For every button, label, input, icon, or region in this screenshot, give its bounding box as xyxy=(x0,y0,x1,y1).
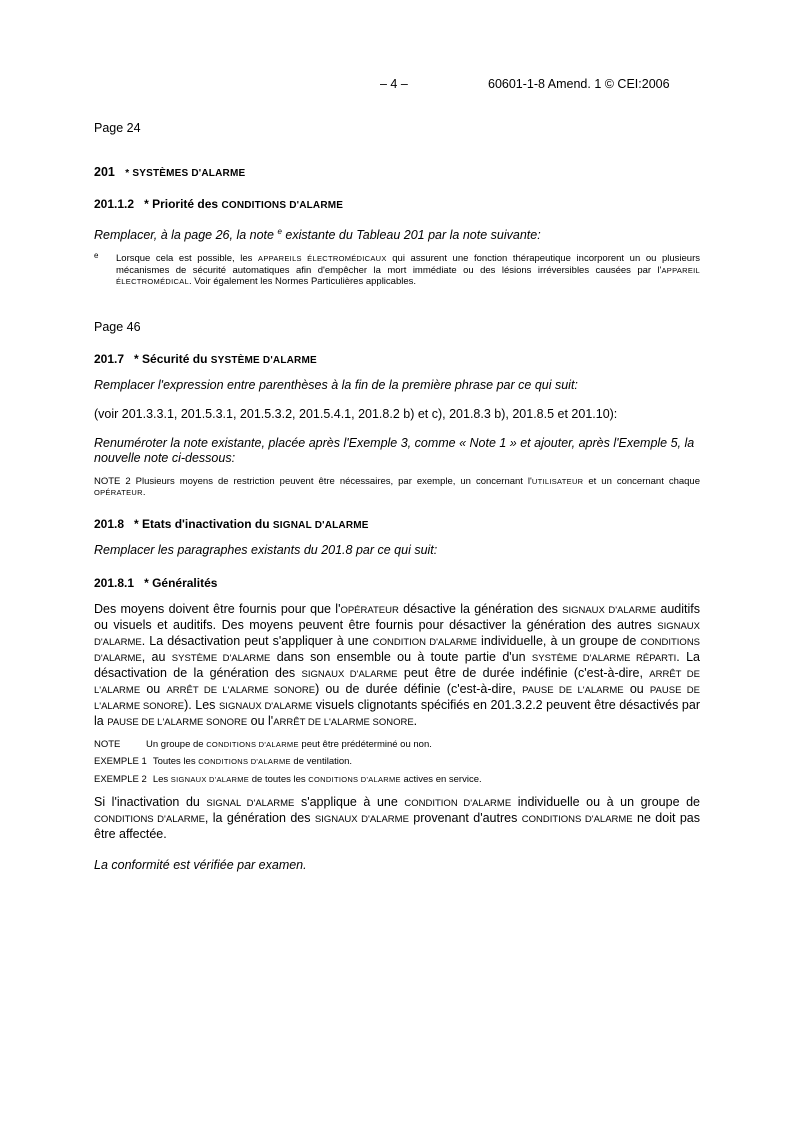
text-segment: de toutes les xyxy=(249,773,309,785)
text-segment: peut être de durée indéfinie (c'est-à-dire, xyxy=(397,665,650,680)
heading-201-8-1-title: * Généralités xyxy=(144,575,218,590)
text-segment: Un groupe de xyxy=(146,738,207,750)
text-segment: Les xyxy=(152,773,171,785)
defined-term: SIGNAUX D'ALARME xyxy=(314,814,409,826)
defined-term: OPÉRATEUR xyxy=(340,604,399,616)
text-segment: ou l' xyxy=(247,713,274,728)
defined-term: CONDITION D'ALARME xyxy=(404,798,512,810)
heading-201-1-2-title-a: * Priorité des xyxy=(144,197,222,211)
note-2-text-a: NOTE 2 Plusieurs moyens de restriction peuvent être nécessaires, par exemple, un concernant l' xyxy=(94,475,532,487)
body-201-7-references: (voir 201.3.3.1, 201.5.3.1, 201.5.3.2, 201.5.4.1, 201.8.2 b) et c), 201.8.3 b), 201.8.5 et 201.10): xyxy=(94,406,618,421)
defined-term: CONDITIONS D'ALARME xyxy=(94,814,205,826)
heading-201-8 xyxy=(94,517,700,531)
heading-201-1-2 xyxy=(94,197,700,211)
footnote-e-text-e: . Voir également les Normes Particulières applicables. xyxy=(188,276,417,288)
page-content xyxy=(94,121,700,873)
text-segment: individuelle, à un groupe de xyxy=(477,633,641,648)
instruction-201-8: Remplacer les paragraphes existants du 201.8 par ce qui suit: xyxy=(94,542,438,557)
footnote-e-text-a: Lorsque cela est possible, les xyxy=(116,253,259,265)
note-2-text-c: et un concernant chaque xyxy=(583,475,700,487)
defined-term: PAUSE DE L'ALARME SONORE xyxy=(107,716,248,728)
text-segment: actives en service. xyxy=(400,773,482,785)
text-segment: . xyxy=(413,713,418,728)
text-segment: désactive la génération des xyxy=(398,601,563,616)
heading-201-7-number: 201.7 xyxy=(94,351,125,366)
note-2-text-e: . xyxy=(142,487,146,499)
defined-term: ARRÊT DE L'ALARME SONORE xyxy=(273,716,414,728)
example-1-body xyxy=(153,756,352,767)
text-segment: de ventilation. xyxy=(290,756,353,768)
instruction-201-1-2-a: Remplacer, à la page 26, la note xyxy=(94,228,278,243)
text-segment: visuels clignotants spécifiés en 201.3.2.2 peuvent être désactivés par la xyxy=(94,697,700,728)
text-segment: . La désactivation peut s'appliquer à une xyxy=(141,633,373,648)
conformity-statement: La conformité est vérifiée par examen. xyxy=(94,858,307,873)
page-reference-46: Page 46 xyxy=(94,319,141,334)
text-segment: Des moyens doivent être fournis pour que l' xyxy=(94,601,341,616)
defined-term: SIGNAUX D'ALARME xyxy=(218,700,313,712)
body-201-8-1-paragraph-1 xyxy=(94,602,700,730)
heading-201 xyxy=(94,165,700,179)
note-2-201-7 xyxy=(94,476,700,499)
text-segment: ou xyxy=(623,681,650,696)
heading-201-8-number: 201.8 xyxy=(94,516,125,531)
example-2-tag: EXEMPLE 2 xyxy=(94,773,147,785)
defined-term: CONDITIONS D'ALARME xyxy=(308,774,401,784)
text-segment: auditifs ou visuels et auditifs. Des moyens peuvent être fournis pour désactiver la génération des autres xyxy=(94,601,700,632)
heading-201-number: 201 xyxy=(94,165,115,179)
instruction-201-1-2-b: existante du Tableau 201 par la note suivante: xyxy=(281,228,541,243)
defined-term: CONDITIONS D'ALARME xyxy=(198,757,291,767)
defined-term: SIGNAUX D'ALARME xyxy=(170,774,250,784)
note-2-text-d: OPÉRATEUR xyxy=(94,488,143,498)
text-segment: peut être prédéterminé ou non. xyxy=(298,738,432,750)
example-1-tag: EXEMPLE 1 xyxy=(94,756,147,768)
instruction-201-1-2 xyxy=(94,224,700,243)
text-segment: ne doit pas être affectée. xyxy=(94,811,700,842)
body-201-8-1-paragraph-2 xyxy=(94,795,700,842)
footnote-e-mark: e xyxy=(94,251,99,261)
defined-term: CONDITIONS D'ALARME xyxy=(521,814,633,826)
defined-term: SIGNAL D'ALARME xyxy=(206,798,295,810)
example-2 xyxy=(94,774,700,786)
text-segment: provenant d'autres xyxy=(408,811,522,826)
text-segment: ). Les xyxy=(184,697,219,712)
page-reference-24: Page 24 xyxy=(94,121,141,135)
note-2-text-b: UTILISATEUR xyxy=(531,476,584,486)
instruction-201-7-1: Remplacer l'expression entre parenthèses à la fin de la première phrase par ce qui suit: xyxy=(94,377,578,392)
example-1 xyxy=(94,756,700,768)
defined-term: SYSTÈME D'ALARME xyxy=(171,652,271,664)
defined-term: PAUSE DE L'ALARME SONORE xyxy=(94,684,700,712)
defined-term: SIGNAUX D'ALARME xyxy=(562,604,657,616)
text-segment: , au xyxy=(141,649,172,664)
example-2-body xyxy=(153,774,482,785)
heading-201-1-2-title-b: CONDITIONS D'ALARME xyxy=(221,200,344,211)
text-segment: dans son ensemble ou à toute partie d'un xyxy=(270,649,532,664)
text-segment: . La désactivation de la génération des xyxy=(94,649,700,680)
heading-201-8-title-a: * Etats d'inactivation du xyxy=(134,516,273,531)
heading-201-7 xyxy=(94,352,700,366)
heading-201-title: * SYSTÈMES D'ALARME xyxy=(125,168,246,179)
defined-term: ARRÊT DE L'ALARME SONORE xyxy=(166,684,316,696)
note-body xyxy=(146,739,432,750)
text-segment: ) ou de durée définie (c'est-à-dire, xyxy=(315,681,523,696)
defined-term: PAUSE DE L'ALARME xyxy=(522,684,624,696)
footnote-e-text-c: qui assurent une fonction thérapeutique incorporent un ou plusieurs mécanismes de sécurité automatiques afin d'empêcher la mort immédiate ou des lésions irréversibles causées par l' xyxy=(116,253,700,276)
heading-201-8-1-number: 201.8.1 xyxy=(94,575,135,590)
defined-term: SIGNAUX D'ALARME xyxy=(94,620,700,648)
heading-201-8-1 xyxy=(94,576,700,590)
text-segment: Toutes les xyxy=(152,756,199,768)
heading-201-8-title-b: SIGNAL D'ALARME xyxy=(272,519,369,531)
text-segment: , la génération des xyxy=(204,811,315,826)
defined-term: SYSTÈME D'ALARME RÉPARTI xyxy=(531,652,677,664)
defined-term: SIGNAUX D'ALARME xyxy=(301,668,398,680)
text-segment: s'applique à une xyxy=(294,795,405,810)
text-segment: ou xyxy=(140,681,167,696)
defined-term: CONDITIONS D'ALARME xyxy=(94,636,701,664)
heading-201-1-2-number: 201.1.2 xyxy=(94,197,135,211)
defined-term: CONDITIONS D'ALARME xyxy=(206,739,299,749)
instruction-201-7-2: Renuméroter la note existante, placée après l'Exemple 3, comme « Note 1 » et ajouter, après l'Exemple 5, la nouvelle note ci-dessous: xyxy=(94,435,695,465)
heading-201-7-title-a: * Sécurité du xyxy=(134,351,211,366)
defined-term: CONDITION D'ALARME xyxy=(372,636,477,648)
text-segment: individuelle ou à un groupe de xyxy=(511,795,700,810)
header-page-number: – 4 – xyxy=(380,77,408,91)
footnote-e-text-d: APPAREIL ÉLECTROMÉDICAL xyxy=(116,265,700,287)
instruction-201-1-2-sup: e xyxy=(277,227,282,236)
footnote-e xyxy=(94,253,700,288)
note-201-8-1 xyxy=(94,739,700,751)
defined-term: ARRÊT DE L'ALARME xyxy=(94,668,700,696)
footnote-e-text-b: APPAREILS ÉLECTROMÉDICAUX xyxy=(258,254,387,264)
header-standard-reference: 60601-1-8 Amend. 1 © CEI:2006 xyxy=(488,77,670,91)
heading-201-7-title-b: SYSTÈME D'ALARME xyxy=(210,354,317,366)
note-tag: NOTE xyxy=(94,738,121,750)
text-segment: Si l'inactivation du xyxy=(94,795,207,810)
